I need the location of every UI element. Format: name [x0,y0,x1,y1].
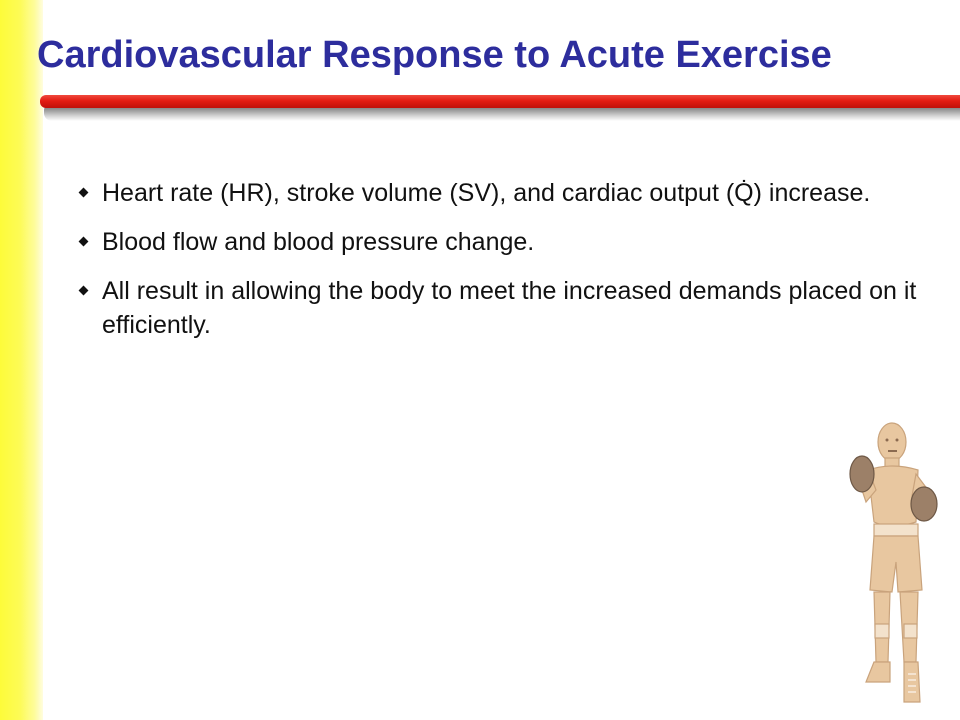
side-band [0,0,43,720]
title-rule-shadow [44,106,960,121]
diamond-bullet-icon [79,286,89,296]
bullet-item [78,274,918,342]
boxer-figure-icon [846,412,952,712]
slide-title: Cardiovascular Response to Acute Exercise [37,34,832,76]
bullet-text: Heart rate (HR), stroke volume (SV), and cardiac output (Q̇) increase. [102,179,871,207]
diamond-bullet-icon [79,237,89,247]
bullet-text: Blood flow and blood pressure change. [102,228,535,256]
bullet-list [78,176,918,357]
diamond-bullet-icon [79,188,89,198]
bullet-item [78,176,918,210]
bullet-item [78,225,918,259]
bullet-text: All result in allowing the body to meet the increased demands placed on it efficiently. [102,277,917,339]
title-rule [40,95,960,108]
